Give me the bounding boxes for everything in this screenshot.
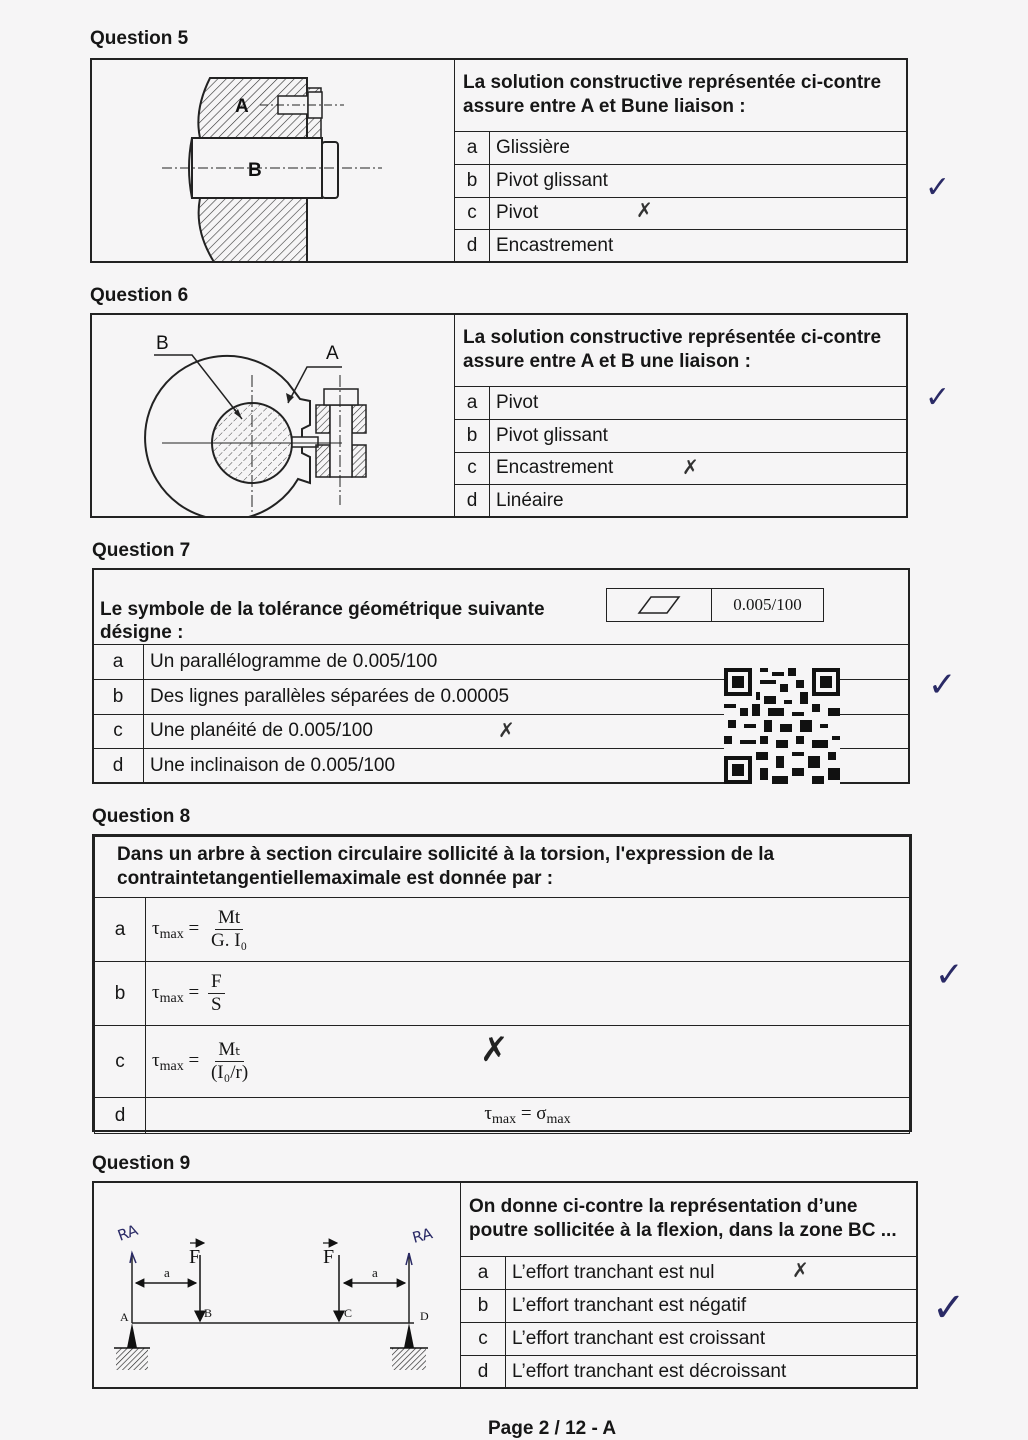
svg-text:F: F (189, 1246, 201, 1268)
option-text: Pivot glissant (490, 164, 908, 197)
formula-a: $\tau_{max}$ = $\frac{Mt}{\text{G. I₀}}$ (146, 898, 910, 962)
svg-text:a: a (164, 1265, 170, 1280)
option-row[interactable]: a Glissière (455, 132, 908, 165)
option-text: Encastrement (490, 452, 908, 485)
option-row[interactable]: c $\tau_{max}$ = $\frac{\text{Mₜ}}{\text{(I₀/r)}}$ (95, 1026, 910, 1098)
checkmark-icon: ✓ (932, 1285, 966, 1331)
question-6-box (90, 313, 908, 518)
cross-mark-icon: ✗ (792, 1258, 809, 1282)
svg-text:F: F (323, 1246, 335, 1268)
question-5-stem: La solution constructive représentée ci-contre assure entre A et Bune liaison : (455, 59, 908, 132)
option-row[interactable]: b Pivot glissant (455, 164, 908, 197)
question-5-options (454, 58, 908, 263)
question-9-stem: On donne ci-contre la représentation d’une poutre sollicitée à la flexion, dans la zone BC ... (461, 1182, 918, 1257)
svg-text:C: C (344, 1306, 353, 1320)
option-text: Encastrement (490, 230, 908, 263)
cross-mark-icon: ✗ (480, 1030, 509, 1070)
svg-text:A: A (120, 1310, 129, 1324)
option-row[interactable]: d $\tau_{max} = \sigma_{max}$ (95, 1098, 910, 1134)
option-text: Glissière (490, 132, 908, 165)
clamp-collar-drawing (92, 315, 456, 516)
question-5-title: Question 5 (90, 28, 189, 49)
parallelism-symbol-icon (607, 589, 712, 621)
option-text: Linéaire (490, 485, 908, 518)
question-7-stem: Le symbole de la tolérance géométrique suivante désigne : (100, 599, 545, 643)
option-text: Pivot (490, 197, 908, 230)
question-5-figure (92, 60, 456, 261)
checkmark-icon: ✓ (925, 380, 951, 415)
option-text: L’effort tranchant est négatif (506, 1290, 918, 1323)
option-row[interactable]: c Une planéité de 0.005/100 (93, 714, 910, 749)
question-6-stem: La solution constructive représentée ci-contre assure entre A et B une liaison : (455, 314, 908, 387)
question-6-options (454, 313, 908, 518)
svg-text:RA: RA (115, 1220, 141, 1245)
option-text: Des lignes parallèles séparées de 0.00005 (144, 679, 910, 714)
question-8-box (92, 834, 912, 1132)
svg-text:A: A (326, 343, 339, 364)
checkmark-icon: ✓ (925, 170, 951, 205)
option-row[interactable]: b $\tau_{max}$ = $\frac{F}{S}$ (95, 962, 910, 1026)
question-8-title: Question 8 (92, 806, 191, 827)
svg-text:D: D (420, 1309, 429, 1323)
formula-c: $\tau_{max}$ = $\frac{\text{Mₜ}}{\text{(I₀/r)}}$ (146, 1026, 910, 1098)
option-row[interactable]: d Linéaire (455, 485, 908, 518)
qr-code[interactable] (724, 668, 840, 784)
option-text: L’effort tranchant est croissant (506, 1323, 918, 1356)
option-text: Une inclinaison de 0.005/100 (144, 749, 910, 784)
tolerance-value: 0.005/100 (733, 595, 802, 614)
option-row[interactable]: a $\tau_{max}$ = $\frac{Mt}{\text{G. I₀}}$ (95, 898, 910, 962)
beam-bending-diagram (94, 1183, 460, 1387)
option-row[interactable]: d Encastrement (455, 230, 908, 263)
svg-text:a: a (372, 1265, 378, 1280)
question-9-options (460, 1181, 918, 1389)
option-row[interactable]: d L’effort tranchant est décroissant (461, 1356, 918, 1389)
option-text: Pivot glissant (490, 419, 908, 452)
formula-d: $\tau_{max} = \sigma_{max}$ (146, 1098, 910, 1134)
svg-text:RA: RA (410, 1224, 435, 1247)
question-6-title: Question 6 (90, 285, 189, 306)
option-row[interactable]: c Encastrement (455, 452, 908, 485)
option-text: Pivot (490, 387, 908, 420)
checkmark-icon: ✓ (935, 955, 964, 995)
option-text: Un parallélogramme de 0.005/100 (144, 645, 910, 680)
option-text: L’effort tranchant est nul (506, 1257, 918, 1290)
label-a: A (235, 96, 249, 117)
option-text: L’effort tranchant est décroissant (506, 1356, 918, 1389)
shaft-fixing-drawing (92, 60, 456, 261)
option-row[interactable]: b Des lignes parallèles séparées de 0.00005 (93, 679, 910, 714)
svg-text:B: B (156, 333, 169, 354)
question-5-box (90, 58, 908, 263)
svg-text:B: B (204, 1306, 213, 1320)
question-9-figure (94, 1183, 460, 1387)
formula-b: $\tau_{max}$ = $\frac{F}{S}$ (146, 962, 910, 1026)
option-row[interactable]: c L’effort tranchant est croissant (461, 1323, 918, 1356)
option-text: Une planéité de 0.005/100 (144, 714, 910, 749)
option-row[interactable]: a Un parallélogramme de 0.005/100 (93, 645, 910, 680)
cross-mark-icon: ✗ (636, 198, 653, 222)
question-8-stem: Dans un arbre à section circulaire sollicité à la torsion, l'expression de la contraintetangentiellemaximale est donnée par : (95, 837, 910, 898)
question-6-figure (92, 315, 456, 516)
option-row[interactable]: a L’effort tranchant est nul (461, 1257, 918, 1290)
question-7-title: Question 7 (92, 540, 191, 561)
checkmark-icon: ✓ (928, 665, 957, 705)
cross-mark-icon: ✗ (682, 455, 699, 479)
question-9-title: Question 9 (92, 1153, 191, 1174)
option-row[interactable]: d Une inclinaison de 0.005/100 (93, 749, 910, 784)
option-row[interactable]: c Pivot (455, 197, 908, 230)
qr-code-icon (724, 668, 840, 784)
option-row[interactable]: a Pivot (455, 387, 908, 420)
question-9-box (92, 1181, 918, 1389)
option-row[interactable]: b L’effort tranchant est négatif (461, 1290, 918, 1323)
cross-mark-icon: ✗ (498, 718, 515, 742)
label-b: B (248, 160, 262, 181)
page-number: Page 2 / 12 - A (488, 1418, 617, 1439)
question-7-box (92, 568, 910, 784)
option-row[interactable]: b Pivot glissant (455, 419, 908, 452)
tolerance-frame (606, 588, 824, 622)
